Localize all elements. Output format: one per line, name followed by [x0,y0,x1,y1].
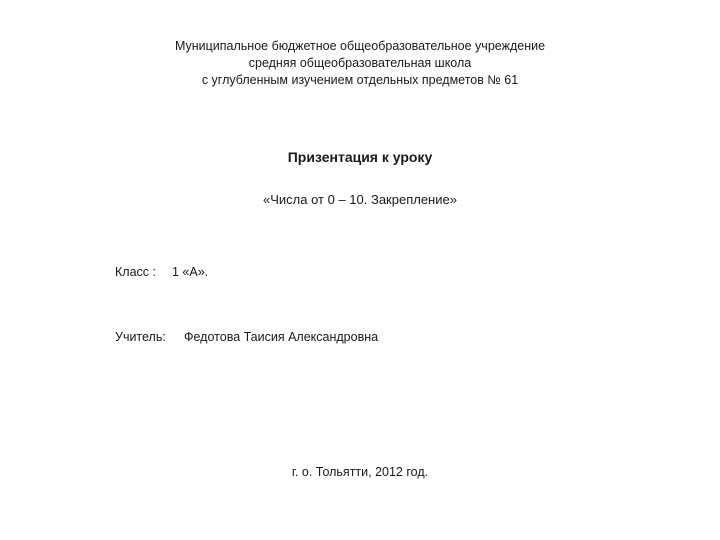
class-info [115,265,208,279]
header-line-1: Муниципальное бюджетное общеобразовательное учреждение [174,39,546,53]
header-line-2: средняя общеобразовательная школа [248,56,472,70]
class-value: 1 «А». [172,265,209,279]
teacher-name: Федотова Таисия Александровна [184,330,379,344]
lesson-topic: «Числа от 0 – 10. Закрепление» [263,192,457,207]
presentation-title: Призентация к уроку [287,149,433,165]
location-year: г. о. Тольятти, 2012 год. [291,465,429,479]
teacher-label: Учитель: [115,330,166,344]
teacher-info [115,330,378,344]
header-line-3: с углубленным изучением отдельных предметов № 61 [201,73,519,87]
school-header [0,38,720,89]
class-label: Класс : [115,265,156,279]
